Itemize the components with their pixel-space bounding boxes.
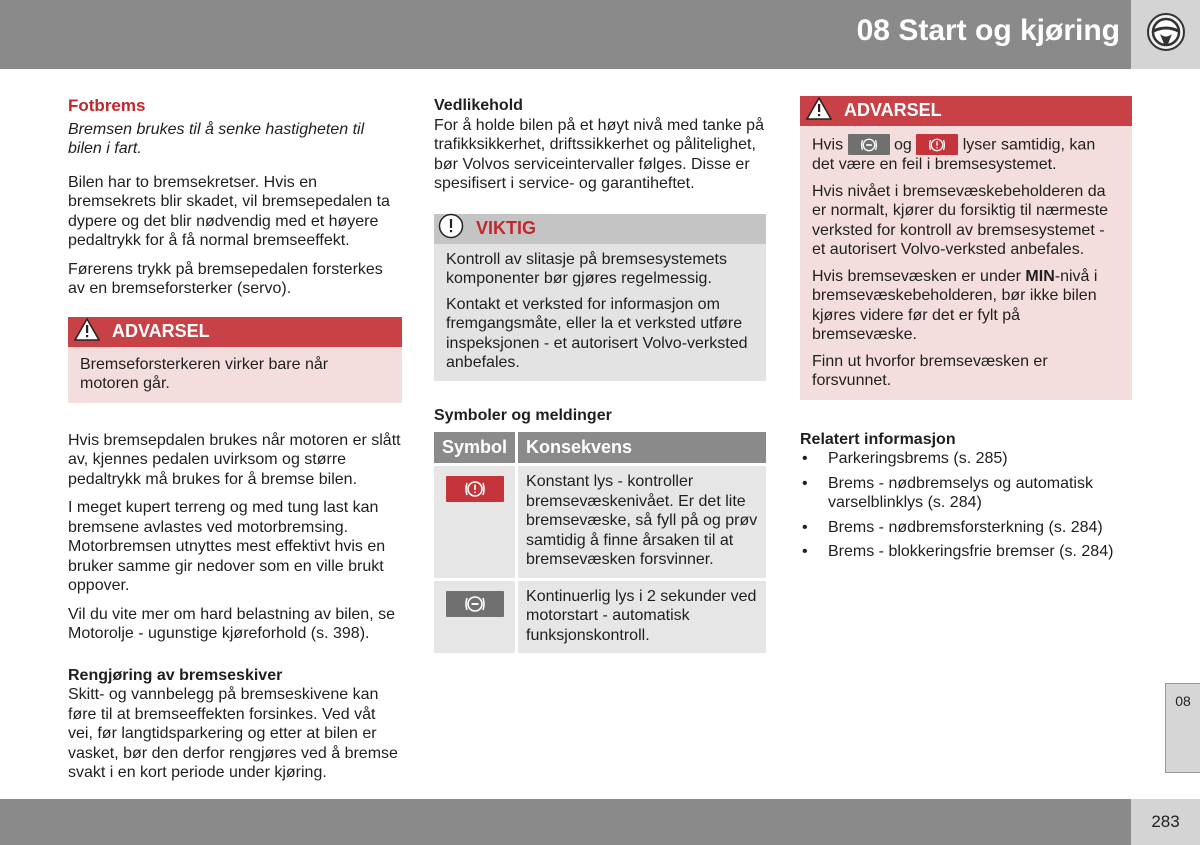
page-footer [0, 799, 1200, 845]
warning-box [68, 317, 402, 403]
column-middle [434, 96, 766, 656]
warning-text: Bremseforsterkeren virker bare når motoren går. [80, 355, 329, 392]
warning-header [68, 317, 402, 347]
paragraph: Førerens trykk på bremsepedalen forsterkes av en bremseforsterker (servo). [68, 260, 383, 297]
warning-text: Hvis nivået i bremsevæskebeholderen da er normalt, kjører du forsiktig til nærmeste verksted for kontroll av bremsesystemet - et autorisert Volvo-verksted anbefales. [812, 182, 1109, 258]
consequence-cell: Kontinuerlig lys i 2 sekunder ved motorstart - automatisk funksjonskontroll. [518, 581, 766, 654]
subheading-relatert: Relatert informasjon [800, 430, 956, 448]
min-level-label: MIN [1025, 267, 1055, 285]
symbol-cell [434, 466, 515, 578]
steering-wheel-icon [1146, 12, 1186, 57]
chapter-title: 08 Start og kjøring [856, 14, 1120, 47]
warning-text-part: og [894, 136, 912, 154]
paragraph: Vil du vite mer om hard belastning av bilen, se Motorolje - ugunstige kjøreforhold (s. 398). [68, 605, 395, 642]
paragraph: Hvis bremsepdalen brukes når motoren er slått av, kjennes pedalen uvirksom og større pedaltrykk må brukes for å bremse bilen. [68, 431, 401, 488]
intro-text: Bremsen brukes til å senke hastigheten til bilen i fart. [68, 120, 365, 157]
related-link[interactable]: • Parkeringsbrems (s. 285) [800, 449, 1132, 469]
warning-text [812, 267, 1120, 345]
warning-text: Finn ut hvorfor bremsevæsken er forsvunnet. [812, 352, 1048, 389]
important-text: Kontroll av slitasje på bremsesystemets komponenter bør gjøres regelmessig. [446, 250, 727, 287]
related-link[interactable]: • Brems - nødbremsforsterkning (s. 284) [800, 518, 1132, 538]
paragraph: I meget kupert terreng og med tung last kan bremsene avlastes ved motorbremsing. Motorbremsen utnyttes mest effektivt hvis en bruker samme gir nedover som en ville brukt oppover. [68, 499, 386, 594]
important-header [434, 214, 766, 244]
warning-body [800, 126, 1132, 400]
abs-icon [446, 591, 504, 617]
table-header-consequence: Konsekvens [518, 432, 766, 463]
brake-fluid-warning-icon [916, 134, 958, 155]
warning-box [800, 96, 1132, 400]
important-box [434, 214, 766, 381]
important-label: VIKTIG [476, 217, 537, 238]
warning-text-part: Hvis bremsevæsken er under [812, 267, 1021, 285]
subheading-rengjoring: Rengjøring av bremseskiver [68, 666, 283, 684]
abs-icon [848, 134, 890, 155]
paragraph: For å holde bilen på et høyt nivå med tanke på trafikksikkerhet, driftssikkerhet og pålitelighet, bør Volvos serviceintervaller følges. Disse er spesifisert i service- og garantiheftet. [434, 116, 764, 192]
important-body [434, 244, 766, 381]
warning-label: ADVARSEL [112, 320, 210, 341]
related-link[interactable]: • Brems - blokkeringsfrie bremser (s. 284) [800, 542, 1132, 562]
chapter-header [0, 0, 1200, 69]
column-left [68, 96, 402, 792]
consequence-cell: Konstant lys - kontroller bremsevæskenivået. Er det lite bremsevæske, så fyll på og prøv samtidig å finne årsaken til at bremsevæsken forsvinner. [518, 466, 766, 578]
paragraph: Bilen har to bremsekretser. Hvis en bremsekrets blir skadet, vil bremsepedalen ta dypere og det blir nødvendig med et høyere pedaltrykk for å få normal bremseeffekt. [68, 173, 390, 249]
chapter-tab: 08 [1165, 683, 1200, 773]
warning-label: ADVARSEL [844, 100, 942, 121]
page-number: 283 [1131, 799, 1200, 845]
warning-text-part: -nivå i bremsevæskebeholderen, bør ikke bilen kjøres videre før det er fylt på bremsevæske. [812, 267, 1098, 343]
column-right [800, 96, 1132, 567]
paragraph: Skitt- og vannbelegg på bremseskivene kan føre til at bremseeffekten forsinkes. Ved våt vei, før langtidsparkering og etter at bilen er vasket, bør den derfor rengjøres ved å bremse svakt i en kort periode under kjøring. [68, 686, 398, 781]
warning-triangle-icon [806, 97, 832, 125]
section-heading-fotbrems: Fotbrems [68, 96, 146, 115]
warning-body [68, 347, 402, 403]
related-list [800, 449, 1132, 562]
symbol-table [431, 429, 769, 656]
warning-header [800, 96, 1132, 126]
warning-text [812, 134, 1120, 175]
subheading-symboler: Symboler og meldinger [434, 406, 612, 424]
table-row [434, 581, 766, 654]
brake-fluid-warning-icon [446, 476, 504, 502]
section-heading-vedlikehold: Vedlikehold [434, 97, 523, 114]
related-link[interactable]: • Brems - nødbremselys og automatisk varselblinklys (s. 284) [800, 474, 1132, 513]
important-text: Kontakt et verksted for informasjon om fremgangsmåte, eller la et verksted utføre inspeksjonen - et autorisert Volvo-verksted anbefales. [446, 295, 748, 371]
exclamation-circle-icon [438, 213, 464, 244]
warning-text-part: lyser samtidig, kan det være en feil i bremsesystemet. [812, 136, 1096, 173]
table-row [434, 466, 766, 578]
table-header-symbol: Symbol [434, 432, 515, 463]
warning-triangle-icon [74, 318, 100, 346]
symbol-cell [434, 581, 515, 654]
chapter-icon-box [1131, 0, 1200, 69]
warning-text-part: Hvis [812, 136, 844, 154]
